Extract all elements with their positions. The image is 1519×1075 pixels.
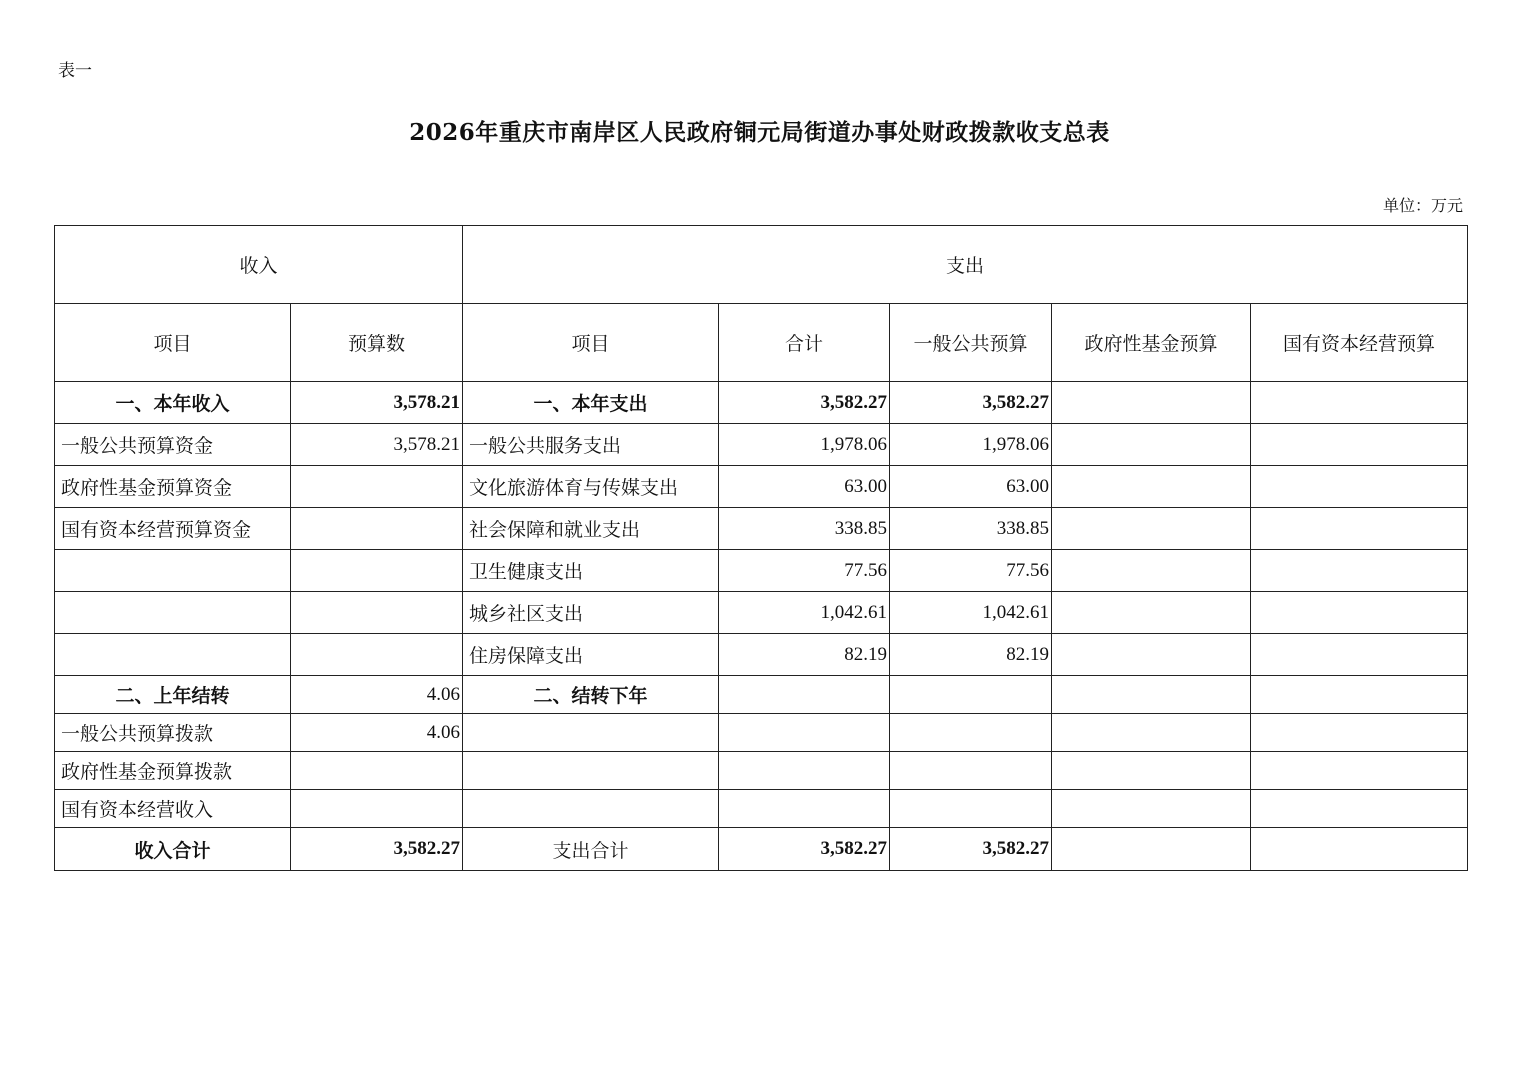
income-item-cell: 一、本年收入	[55, 382, 291, 424]
income-item-cell: 一般公共预算拨款	[55, 714, 291, 752]
expense-general-cell	[890, 752, 1052, 790]
expense-total-cell	[719, 790, 890, 828]
income-item-cell: 政府性基金预算资金	[55, 466, 291, 508]
expense-fund-cell	[1052, 508, 1251, 550]
budget-table	[54, 225, 1468, 871]
expense-capital-cell	[1251, 508, 1468, 550]
gov-fund-header: 政府性基金预算	[1052, 304, 1251, 382]
expense-fund-cell	[1052, 790, 1251, 828]
expense-fund-total	[1052, 828, 1251, 871]
expense-capital-cell	[1251, 790, 1468, 828]
expense-capital-cell	[1251, 424, 1468, 466]
expense-general-cell: 77.56	[890, 550, 1052, 592]
table-label: 表一	[58, 61, 92, 81]
income-value-cell: 4.06	[291, 714, 463, 752]
income-item-cell	[55, 634, 291, 676]
table-row	[55, 466, 1468, 508]
expense-item-cell: 社会保障和就业支出	[463, 508, 719, 550]
income-value-cell: 3,578.21	[291, 424, 463, 466]
expense-capital-total	[1251, 828, 1468, 871]
expense-total-label: 支出合计	[463, 828, 719, 871]
expense-item-cell: 城乡社区支出	[463, 592, 719, 634]
expense-total-cell: 3,582.27	[719, 382, 890, 424]
expense-total-cell: 77.56	[719, 550, 890, 592]
page-title: 2026年重庆市南岸区人民政府铜元局街道办事处财政拨款收支总表	[409, 119, 1110, 146]
expense-capital-cell	[1251, 752, 1468, 790]
income-item-cell	[55, 592, 291, 634]
income-value-cell	[291, 508, 463, 550]
expense-total-cell: 338.85	[719, 508, 890, 550]
expense-item-cell: 一、本年支出	[463, 382, 719, 424]
expense-total-header: 合计	[719, 304, 890, 382]
expense-fund-cell	[1052, 424, 1251, 466]
expense-fund-cell	[1052, 382, 1251, 424]
expense-fund-cell	[1052, 752, 1251, 790]
expense-total-value: 3,582.27	[719, 828, 890, 871]
income-value-cell	[291, 466, 463, 508]
income-value-cell: 4.06	[291, 676, 463, 714]
table-row	[55, 550, 1468, 592]
expense-capital-cell	[1251, 676, 1468, 714]
general-public-header: 一般公共预算	[890, 304, 1052, 382]
expense-general-total: 3,582.27	[890, 828, 1052, 871]
expense-item-cell	[463, 752, 719, 790]
expense-total-cell: 63.00	[719, 466, 890, 508]
expense-general-cell: 82.19	[890, 634, 1052, 676]
table-row	[55, 508, 1468, 550]
expense-fund-cell	[1052, 676, 1251, 714]
table-row	[55, 424, 1468, 466]
expense-total-cell: 1,978.06	[719, 424, 890, 466]
income-header: 收入	[55, 226, 463, 304]
table-row	[55, 790, 1468, 828]
expense-capital-cell	[1251, 550, 1468, 592]
expense-item-cell	[463, 714, 719, 752]
income-item-header: 项目	[55, 304, 291, 382]
expense-fund-cell	[1052, 634, 1251, 676]
income-total-label: 收入合计	[55, 828, 291, 871]
expense-total-cell	[719, 714, 890, 752]
expense-general-cell	[890, 676, 1052, 714]
table-row	[55, 676, 1468, 714]
income-value-cell	[291, 752, 463, 790]
expense-fund-cell	[1052, 550, 1251, 592]
table-row	[55, 634, 1468, 676]
expense-item-cell	[463, 790, 719, 828]
income-value-cell	[291, 634, 463, 676]
expense-total-cell: 1,042.61	[719, 592, 890, 634]
expense-general-cell: 1,978.06	[890, 424, 1052, 466]
expense-total-cell	[719, 752, 890, 790]
income-item-cell: 一般公共预算资金	[55, 424, 291, 466]
income-item-cell: 政府性基金预算拨款	[55, 752, 291, 790]
header-row-top	[55, 226, 1468, 304]
expense-general-cell	[890, 790, 1052, 828]
expense-capital-cell	[1251, 714, 1468, 752]
expense-general-cell: 63.00	[890, 466, 1052, 508]
expense-item-cell: 卫生健康支出	[463, 550, 719, 592]
table-row	[55, 592, 1468, 634]
expense-item-cell: 文化旅游体育与传媒支出	[463, 466, 719, 508]
income-item-cell: 国有资本经营收入	[55, 790, 291, 828]
expense-general-cell: 3,582.27	[890, 382, 1052, 424]
income-total-value: 3,582.27	[291, 828, 463, 871]
expense-capital-cell	[1251, 592, 1468, 634]
expense-fund-cell	[1052, 714, 1251, 752]
income-value-cell	[291, 592, 463, 634]
table-row	[55, 752, 1468, 790]
totals-row	[55, 828, 1468, 871]
income-value-cell	[291, 550, 463, 592]
expense-item-header: 项目	[463, 304, 719, 382]
expense-item-cell: 一般公共服务支出	[463, 424, 719, 466]
expense-general-cell: 338.85	[890, 508, 1052, 550]
income-item-cell: 二、上年结转	[55, 676, 291, 714]
expense-fund-cell	[1052, 592, 1251, 634]
table-row	[55, 382, 1468, 424]
expense-item-cell: 二、结转下年	[463, 676, 719, 714]
header-row-columns	[55, 304, 1468, 382]
expense-fund-cell	[1052, 466, 1251, 508]
income-budget-header: 预算数	[291, 304, 463, 382]
expense-capital-cell	[1251, 382, 1468, 424]
expense-general-cell	[890, 714, 1052, 752]
income-item-cell	[55, 550, 291, 592]
income-value-cell: 3,578.21	[291, 382, 463, 424]
expense-capital-cell	[1251, 466, 1468, 508]
income-item-cell: 国有资本经营预算资金	[55, 508, 291, 550]
expense-capital-cell	[1251, 634, 1468, 676]
expense-total-cell: 82.19	[719, 634, 890, 676]
expense-total-cell	[719, 676, 890, 714]
unit-label: 单位：万元	[1382, 196, 1463, 215]
table-row	[55, 714, 1468, 752]
expense-header: 支出	[463, 226, 1468, 304]
expense-item-cell: 住房保障支出	[463, 634, 719, 676]
state-capital-header: 国有资本经营预算	[1251, 304, 1468, 382]
expense-general-cell: 1,042.61	[890, 592, 1052, 634]
income-value-cell	[291, 790, 463, 828]
